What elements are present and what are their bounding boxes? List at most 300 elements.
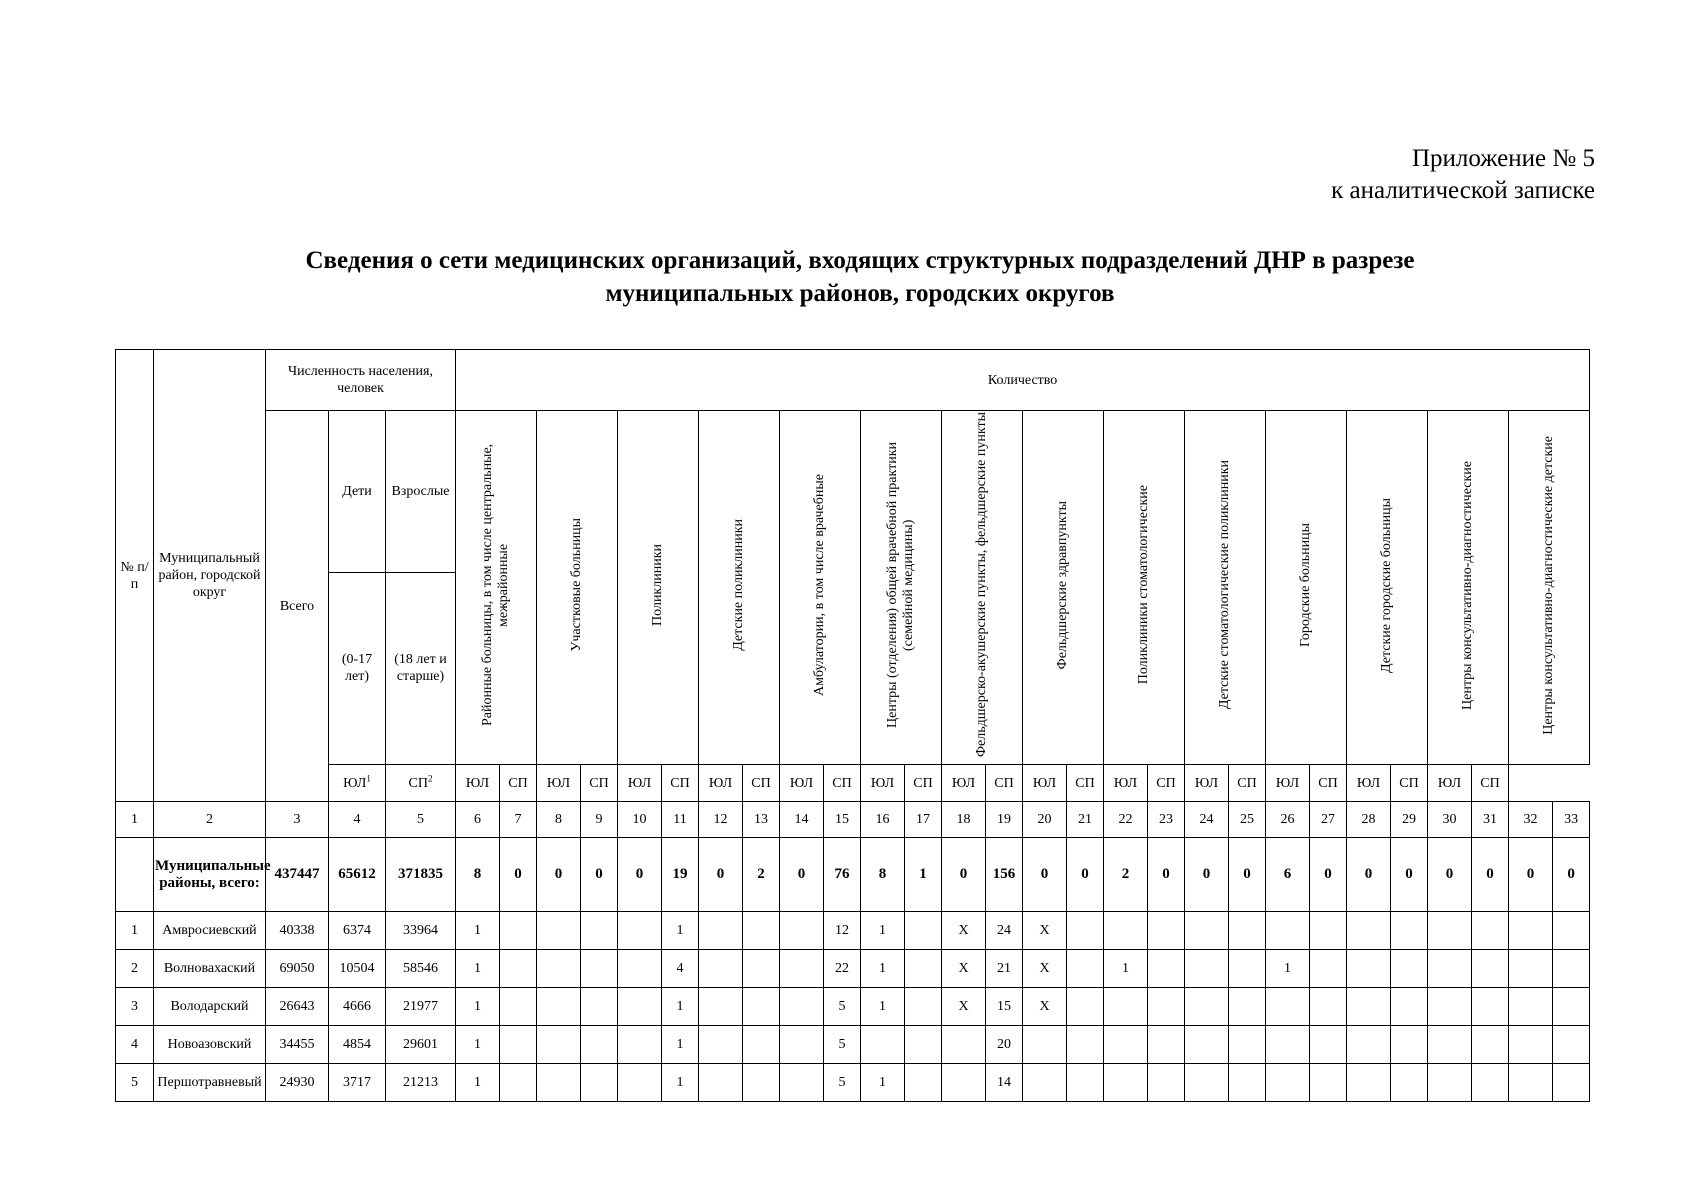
row-number: 5 <box>116 1064 154 1102</box>
row-value <box>1347 1026 1391 1064</box>
sub-sp-label: СП <box>1075 775 1095 791</box>
row-value <box>743 1064 780 1102</box>
row-value <box>1229 1026 1266 1064</box>
header-adults-age: (18 лет и старше) <box>386 572 456 764</box>
table-row <box>116 988 1590 1026</box>
row-value <box>1185 988 1229 1026</box>
column-number-row <box>116 802 1590 838</box>
column-number: 2 <box>154 802 266 838</box>
appendix-number: Приложение № 5 <box>1411 145 1595 172</box>
header-adults: Взрослые <box>386 411 456 573</box>
row-value: 1 <box>662 1064 699 1102</box>
header-category <box>861 411 942 765</box>
row-value: 1 <box>456 988 500 1026</box>
total-value: 0 <box>1428 838 1472 912</box>
category-label: Центры (отделения) общей врачебной практики (семейной медицины) <box>885 442 916 729</box>
row-value: 1 <box>456 1064 500 1102</box>
row-value <box>500 1026 537 1064</box>
row-value: 12 <box>824 912 861 950</box>
sub-sp-label: СП <box>508 775 528 791</box>
row-value: 1 <box>1104 950 1148 988</box>
column-number: 7 <box>500 802 537 838</box>
row-value: 1 <box>456 950 500 988</box>
column-number: 6 <box>456 802 500 838</box>
row-value: 1 <box>861 1064 905 1102</box>
row-value <box>581 988 618 1026</box>
header-category <box>618 411 699 765</box>
sub-header-sp <box>581 765 618 802</box>
row-value <box>1148 950 1185 988</box>
row-value: Х <box>1023 988 1067 1026</box>
total-num-cell <box>116 838 154 912</box>
row-value <box>905 1064 942 1102</box>
footnote-mark: 2 <box>427 772 433 783</box>
column-number: 24 <box>1185 802 1229 838</box>
sub-header-sp <box>743 765 780 802</box>
header-category <box>1428 411 1509 765</box>
sub-sp-label: СП <box>408 775 428 791</box>
row-value <box>699 950 743 988</box>
row-value <box>581 950 618 988</box>
table-row <box>116 1064 1590 1102</box>
row-value <box>1148 1026 1185 1064</box>
total-value: 0 <box>780 838 824 912</box>
category-label: Участковые больницы <box>569 518 584 652</box>
column-number: 14 <box>780 802 824 838</box>
row-value <box>1067 1026 1104 1064</box>
sub-header-sp <box>905 765 942 802</box>
row-value <box>1347 950 1391 988</box>
total-value: 0 <box>618 838 662 912</box>
header-category <box>537 411 618 765</box>
row-value <box>581 1026 618 1064</box>
sub-yl-label: ЮЛ <box>1356 775 1381 791</box>
row-value <box>1347 988 1391 1026</box>
total-value: 0 <box>1185 838 1229 912</box>
row-value <box>699 1064 743 1102</box>
sub-header-yl <box>780 765 824 802</box>
row-value <box>581 912 618 950</box>
row-value <box>500 950 537 988</box>
sub-sp-label: СП <box>1237 775 1257 791</box>
row-value <box>1509 912 1553 950</box>
sub-sp-label: СП <box>751 775 771 791</box>
row-value <box>500 912 537 950</box>
row-value <box>699 912 743 950</box>
medical-network-table <box>115 349 1590 1102</box>
row-value <box>1472 1026 1509 1064</box>
row-value <box>1185 1026 1229 1064</box>
row-value <box>1104 988 1148 1026</box>
row-value <box>743 1026 780 1064</box>
row-value <box>1067 988 1104 1026</box>
sub-yl-label: ЮЛ <box>789 775 814 791</box>
row-value <box>1553 1026 1590 1064</box>
row-value <box>861 1026 905 1064</box>
column-number: 28 <box>1347 802 1391 838</box>
row-value <box>780 1026 824 1064</box>
row-adults: 21977 <box>386 988 456 1026</box>
appendix-note: к аналитической записке <box>1331 177 1595 204</box>
row-value <box>1023 1064 1067 1102</box>
sub-header-sp <box>1229 765 1266 802</box>
column-number: 26 <box>1266 802 1310 838</box>
column-number: 13 <box>743 802 780 838</box>
row-value: Х <box>942 950 986 988</box>
row-total: 26643 <box>266 988 329 1026</box>
row-value <box>1104 912 1148 950</box>
total-children: 65612 <box>329 838 386 912</box>
row-value <box>1067 950 1104 988</box>
sub-header-sp <box>500 765 537 802</box>
sub-yl-label: ЮЛ <box>708 775 733 791</box>
header-population: Численность населения, человек <box>266 350 456 411</box>
sub-sp-label: СП <box>832 775 852 791</box>
row-value: 1 <box>662 988 699 1026</box>
row-value <box>1266 1026 1310 1064</box>
total-value: 8 <box>456 838 500 912</box>
sub-yl-label: ЮЛ <box>343 775 367 791</box>
column-number: 25 <box>1229 802 1266 838</box>
row-value <box>780 950 824 988</box>
row-value <box>618 950 662 988</box>
header-children-age: (0-17 лет) <box>329 572 386 764</box>
total-value: 0 <box>1509 838 1553 912</box>
row-value: Х <box>1023 950 1067 988</box>
row-value <box>905 988 942 1026</box>
row-value <box>1472 950 1509 988</box>
row-value <box>1347 1064 1391 1102</box>
header-category <box>1509 411 1590 765</box>
category-label: Амбулатории, в том числе врачебные <box>812 473 827 697</box>
total-value: 0 <box>1023 838 1067 912</box>
row-value: 4 <box>662 950 699 988</box>
category-label: Фельдшерско-акушерские пункты, фельдшерские пункты <box>974 412 989 758</box>
row-children: 10504 <box>329 950 386 988</box>
row-value <box>1553 912 1590 950</box>
row-value <box>1185 912 1229 950</box>
row-value <box>1428 950 1472 988</box>
category-label: Детские стоматологические поликлиники <box>1217 460 1232 710</box>
sub-yl-label: ЮЛ <box>1032 775 1057 791</box>
total-value: 8 <box>861 838 905 912</box>
sub-header-sp <box>824 765 861 802</box>
row-value <box>1266 1064 1310 1102</box>
row-value <box>537 912 581 950</box>
row-value <box>1428 1064 1472 1102</box>
row-number: 3 <box>116 988 154 1026</box>
sub-sp-label: СП <box>994 775 1014 791</box>
row-value <box>1185 950 1229 988</box>
row-value <box>780 912 824 950</box>
header-category <box>699 411 780 765</box>
header-num: № п/п <box>116 350 154 802</box>
row-value: 1 <box>861 950 905 988</box>
sub-header-yl <box>1347 765 1391 802</box>
row-value: Х <box>1023 912 1067 950</box>
row-total: 24930 <box>266 1064 329 1102</box>
row-value <box>1428 912 1472 950</box>
row-value <box>1229 912 1266 950</box>
row-value <box>1185 1064 1229 1102</box>
row-value <box>1148 988 1185 1026</box>
total-value: 0 <box>1553 838 1590 912</box>
sub-header-sp <box>1067 765 1104 802</box>
header-category <box>1104 411 1185 765</box>
row-value <box>1509 988 1553 1026</box>
header-row-4 <box>116 765 1590 802</box>
header-category <box>1266 411 1347 765</box>
row-value: 1 <box>456 1026 500 1064</box>
total-value: 76 <box>824 838 861 912</box>
row-total: 69050 <box>266 950 329 988</box>
sub-header-yl <box>1266 765 1310 802</box>
column-number: 3 <box>266 802 329 838</box>
sub-header-yl <box>1023 765 1067 802</box>
header-row-1 <box>116 350 1590 411</box>
sub-header-sp <box>1148 765 1185 802</box>
column-number: 20 <box>1023 802 1067 838</box>
row-value: 1 <box>662 912 699 950</box>
row-value: 1 <box>861 912 905 950</box>
total-value: 0 <box>699 838 743 912</box>
sub-header-yl <box>1104 765 1148 802</box>
sub-yl-label: ЮЛ <box>1113 775 1138 791</box>
row-value <box>1310 1064 1347 1102</box>
category-label: Городские больницы <box>1298 523 1313 647</box>
row-value <box>618 1026 662 1064</box>
row-value <box>618 1064 662 1102</box>
row-value <box>1391 988 1428 1026</box>
row-value <box>1148 1064 1185 1102</box>
category-label: Центры консультативно-диагностические <box>1460 460 1475 710</box>
column-number: 18 <box>942 802 986 838</box>
row-value <box>1472 912 1509 950</box>
total-value: 2 <box>743 838 780 912</box>
total-value: 1 <box>905 838 942 912</box>
header-quantity: Количество <box>456 350 1590 411</box>
row-value <box>1391 1064 1428 1102</box>
sub-header-yl <box>329 765 386 802</box>
column-number: 8 <box>537 802 581 838</box>
appendix-reference <box>1331 143 1595 207</box>
row-value <box>1266 988 1310 1026</box>
total-value: 0 <box>1310 838 1347 912</box>
row-district: Першотравневый <box>154 1064 266 1102</box>
row-value <box>537 988 581 1026</box>
sub-yl-label: ЮЛ <box>546 775 571 791</box>
row-value: 21 <box>986 950 1023 988</box>
total-value: 0 <box>1472 838 1509 912</box>
sub-yl-label: ЮЛ <box>951 775 976 791</box>
row-adults: 29601 <box>386 1026 456 1064</box>
row-value <box>780 988 824 1026</box>
column-number: 29 <box>1391 802 1428 838</box>
column-number: 19 <box>986 802 1023 838</box>
document-title-line-2: муниципальных районов, городских округов <box>605 280 1115 307</box>
row-value: Х <box>942 988 986 1026</box>
column-number: 9 <box>581 802 618 838</box>
column-number: 11 <box>662 802 699 838</box>
row-value <box>1553 1064 1590 1102</box>
row-value <box>942 1026 986 1064</box>
row-value <box>1310 912 1347 950</box>
sub-header-sp <box>1391 765 1428 802</box>
table-row <box>116 950 1590 988</box>
row-value: 1 <box>662 1026 699 1064</box>
total-adults: 371835 <box>386 838 456 912</box>
category-label: Детские поликлиники <box>731 519 746 651</box>
row-value <box>537 950 581 988</box>
category-label: Детские городские больницы <box>1379 497 1394 673</box>
sub-header-yl <box>537 765 581 802</box>
row-value <box>1310 1026 1347 1064</box>
column-number: 10 <box>618 802 662 838</box>
row-value <box>1229 1064 1266 1102</box>
header-category <box>780 411 861 765</box>
row-value <box>1391 1026 1428 1064</box>
row-value <box>1148 912 1185 950</box>
row-value <box>1553 988 1590 1026</box>
header-district: Муниципальный район, городской округ <box>154 350 266 802</box>
row-value <box>1229 988 1266 1026</box>
document-title <box>115 244 1605 310</box>
category-label: Фельдшерские здравпункты <box>1055 500 1070 670</box>
total-value: 156 <box>986 838 1023 912</box>
row-value <box>1023 1026 1067 1064</box>
sub-header-yl <box>456 765 500 802</box>
row-value <box>699 1026 743 1064</box>
total-value: 6 <box>1266 838 1310 912</box>
row-value <box>1428 988 1472 1026</box>
row-adults: 33964 <box>386 912 456 950</box>
row-value <box>500 1064 537 1102</box>
row-value <box>618 988 662 1026</box>
table-row <box>116 1026 1590 1064</box>
footnote-mark: 1 <box>366 772 371 783</box>
total-label: Муниципальные районы, всего: <box>154 838 266 912</box>
row-value <box>1428 1026 1472 1064</box>
column-number: 4 <box>329 802 386 838</box>
sub-header-yl <box>1185 765 1229 802</box>
row-district: Новоазовский <box>154 1026 266 1064</box>
header-category <box>942 411 1023 765</box>
row-value <box>500 988 537 1026</box>
header-category <box>1185 411 1266 765</box>
row-value <box>1310 950 1347 988</box>
row-value <box>1553 950 1590 988</box>
column-number: 33 <box>1553 802 1590 838</box>
row-value <box>1472 988 1509 1026</box>
sub-yl-label: ЮЛ <box>465 775 490 791</box>
column-number: 5 <box>386 802 456 838</box>
column-number: 1 <box>116 802 154 838</box>
row-value: Х <box>942 912 986 950</box>
header-category <box>456 411 537 765</box>
row-value <box>1229 950 1266 988</box>
row-value <box>618 912 662 950</box>
total-value: 0 <box>1391 838 1428 912</box>
row-value: 1 <box>1266 950 1310 988</box>
row-total: 40338 <box>266 912 329 950</box>
total-value: 0 <box>1229 838 1266 912</box>
row-district: Володарский <box>154 988 266 1026</box>
total-population: 437447 <box>266 838 329 912</box>
row-value: 5 <box>824 988 861 1026</box>
row-value <box>1347 912 1391 950</box>
sub-header-yl <box>699 765 743 802</box>
row-children: 4854 <box>329 1026 386 1064</box>
column-number: 27 <box>1310 802 1347 838</box>
row-district: Волновахаский <box>154 950 266 988</box>
row-value <box>537 1064 581 1102</box>
column-number: 17 <box>905 802 942 838</box>
sub-yl-label: ЮЛ <box>870 775 895 791</box>
row-value <box>905 1026 942 1064</box>
total-value: 0 <box>581 838 618 912</box>
sub-header-sp <box>662 765 699 802</box>
row-district: Амвросиевский <box>154 912 266 950</box>
row-value <box>1509 1064 1553 1102</box>
sub-sp-label: СП <box>589 775 609 791</box>
total-value: 0 <box>1148 838 1185 912</box>
row-value <box>743 950 780 988</box>
sub-header-yl <box>942 765 986 802</box>
column-number: 31 <box>1472 802 1509 838</box>
row-value <box>1509 950 1553 988</box>
sub-header-yl <box>618 765 662 802</box>
category-label: Поликлиники стоматологические <box>1136 485 1151 685</box>
row-number: 4 <box>116 1026 154 1064</box>
row-children: 6374 <box>329 912 386 950</box>
total-value: 0 <box>537 838 581 912</box>
sub-header-yl <box>861 765 905 802</box>
row-total: 34455 <box>266 1026 329 1064</box>
row-value: 5 <box>824 1064 861 1102</box>
row-value <box>1104 1026 1148 1064</box>
row-value <box>1266 912 1310 950</box>
row-number: 1 <box>116 912 154 950</box>
row-adults: 21213 <box>386 1064 456 1102</box>
row-value <box>1509 1026 1553 1064</box>
row-value <box>1391 912 1428 950</box>
row-value <box>537 1026 581 1064</box>
row-value: 1 <box>861 988 905 1026</box>
row-value: 15 <box>986 988 1023 1026</box>
column-number: 32 <box>1509 802 1553 838</box>
header-category <box>1023 411 1104 765</box>
sub-sp-label: СП <box>1318 775 1338 791</box>
total-value: 2 <box>1104 838 1148 912</box>
row-value <box>780 1064 824 1102</box>
row-value <box>1067 912 1104 950</box>
total-value: 0 <box>942 838 986 912</box>
row-value: 5 <box>824 1026 861 1064</box>
sub-sp-label: СП <box>1480 775 1500 791</box>
total-value: 19 <box>662 838 699 912</box>
category-label: Районные больницы, в том числе центральные, межрайонные <box>480 443 511 727</box>
row-value: 14 <box>986 1064 1023 1102</box>
row-value <box>1391 950 1428 988</box>
column-number: 15 <box>824 802 861 838</box>
column-number: 22 <box>1104 802 1148 838</box>
header-category <box>1347 411 1428 765</box>
sub-yl-label: ЮЛ <box>627 775 652 791</box>
document-title-line-1: Сведения о сети медицинских организаций, входящих структурных подразделений ДНР в разрезе <box>305 247 1415 274</box>
sub-header-sp <box>986 765 1023 802</box>
sub-sp-label: СП <box>670 775 690 791</box>
table-row <box>116 912 1590 950</box>
